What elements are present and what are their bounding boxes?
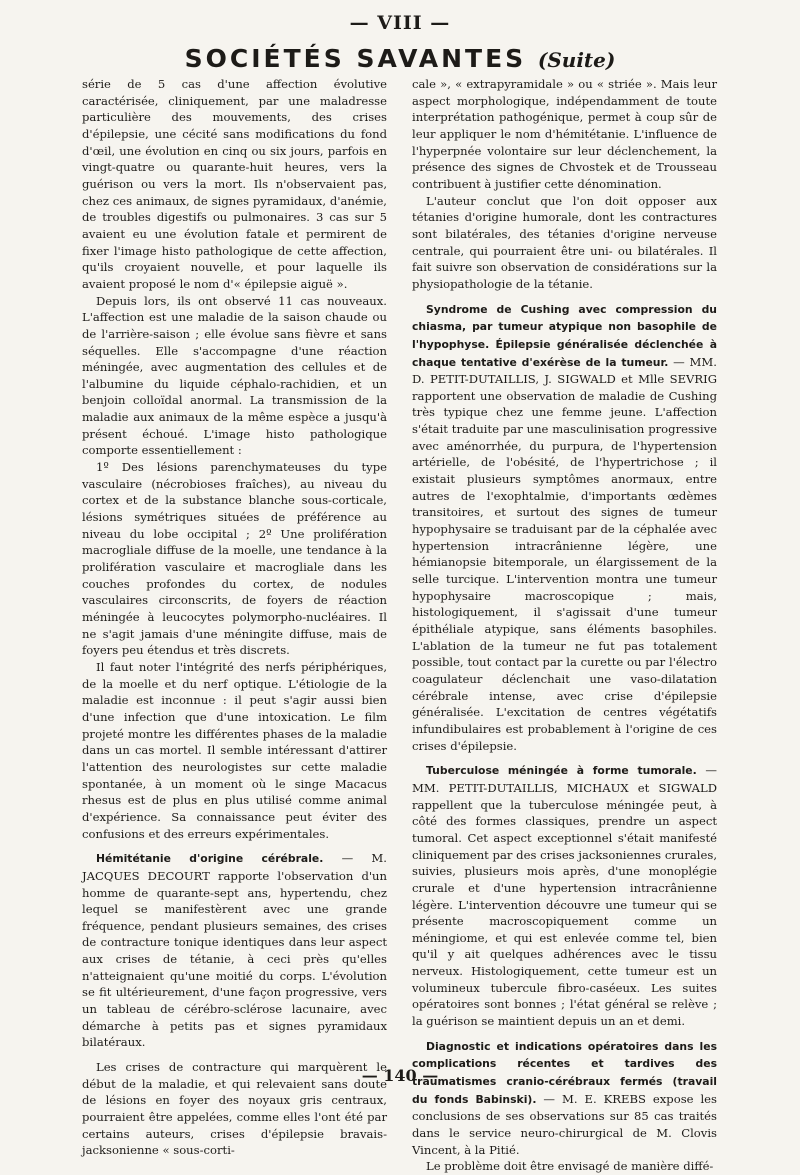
paragraph: Depuis lors, ils ont observé 11 cas nouveaux. L'affection est une maladie de la saison chaude ou de l'arrière-saison ; elle évolue sans fièvre et sans séquelles. Elle s'accompagne d'une réaction méningée, avec augmentation des cellules et de l'albumine du liquide céphalo-rachidien, et un benjoin colloïdal anormal. La transmission de la maladie aux animaux de la même espèce a jusqu'à présent échoué. L'image histo pathologique comporte essentiellement : [82, 293, 387, 458]
paragraph: série de 5 cas d'une affection évolutive caractérisée, cliniquement, par une maladresse particulière des mouvements, des crises d'épilepsie, une cécité sans modifications du fond d'œil, une évolution en cinq ou six jours, parfois en vingt-quatre ou quarante-huit heures, vers la guérison ou vers la mort. Ils n'observaient pas, chez ces animaux, de signes pyramidaux, d'anémie, de troubles digestifs ou pulmonaires. 3 cas sur 5 avaient eu une évolution fatale et permirent de fixer l'image histo pathologique de cette affection, qu'ils croyaient nouvelle, et pour laquelle ils avaient proposé le nom d'« épilepsie aiguë ». [82, 77, 387, 291]
roman-page-number: — VIII — [349, 12, 451, 34]
paragraph: Le problème doit être envisagé de manière diffé- [426, 1159, 714, 1174]
paragraph: Il faut noter l'intégrité des nerfs périphériques, de la moelle et du nerf optique. L'étiologie de la maladie est inconnue : il peut s'agir aussi bien d'une infection que d'une intoxication. Le film projeté montre les différentes phases de la maladie dans un cas mortel. Il semble intéressant d'attirer l'attention des neurologistes sur cette maladie spontanée, à un moment où le singe Macacus rhesus est de plus en plus utilisé comme animal d'expérience. Sa connaissance peut éviter des confusions et des erreurs expérimentales. [82, 659, 387, 841]
article-heading: Hémitétanie d'origine cérébrale. [96, 852, 324, 866]
article-heading: Syndrome de Cushing avec compression du chiasma, par tumeur atypique non basophile de l'hypophyse. Épilepsie généralisée déclenchée à chaque tentative d'exérèse de la tumeur. [412, 302, 717, 369]
paragraph: Les crises de contracture qui marquèrent le début de la maladie, et qui relevaient sans doute de lésions en foyer des noyaux gris centraux, pourraient être appelées, comme elles l'ont été par certains auteurs, crises d'épilepsie bravais-jacksonienne « sous-corti- [82, 1060, 387, 1158]
article-text: — M. E. KREBS expose les conclusions de ses observations sur 85 cas traités dans le service neuro-chirurgical de M. Clovis Vincent, à la Pitié. [412, 1091, 717, 1157]
right-column [412, 76, 717, 1175]
paragraph: cale », « extrapyramidale » ou « striée ». Mais leur aspect morphologique, indépendamment de toute interprétation pathogénique, permet à coup sûr de leur appliquer le nom d'hémitétanie. L'influence de l'hyperpnée volontaire sur leur déclenchement, la présence des signes de Chvostek et de Trousseau contribuent à justifier cette dénomination. [412, 77, 717, 191]
article-heading: Diagnostic et indications opératoires dans les complications récentes et tardives des traumatismes cranio-cérébraux fermés (travail du fonds Babinski). [412, 1039, 717, 1106]
left-column [82, 76, 387, 1159]
paragraph: L'auteur conclut que l'on doit opposer aux tétanies d'origine humorale, dont les contractures sont bilatérales, des tétanies d'origine nerveuse centrale, qui pourraient être uni- ou bilatérales. Il fait suivre son observation de considérations sur la physiopathologie de la tétanie. [412, 193, 717, 291]
article-text: — MM. PETIT-DUTAILLIS, MICHAUX et SIGWALD rappellent que la tuberculose méningée peut, à côté des formes classiques, prendre un aspect tumoral. Cet aspect exceptionnel s'était manifesté cliniquement par des crises jacksoniennes crurales, suivies, plusieurs mois après, d'une monoplégie crurale et d'une hypertension intracrânienne légère. L'intervention découvre une tumeur qui se présente macroscopiquement comme un méningiome, et qui est enlevée comme tel, bien qu'il y ait quelques adhérences avec le tissu nerveux. Histologiquement, cette tumeur est un volumineux tubercule fibro-caséeux. Les suites opératoires sont bonnes ; l'état général se relève ; la guérison se maintient depuis un an et demi. [412, 763, 717, 1029]
paragraph [82, 850, 387, 1051]
paragraph [412, 1038, 717, 1159]
article-text: — M. JACQUES DECOURT rapporte l'observation d'un homme de quarante-sept ans, hypertendu, chez lequel se manifestèrent avec une grande fréquence, pendant plusieurs semaines, des crises de contracture tonique identiques dans leur aspect aux crises de tétanie, à ceci près qu'elles n'atteignaient qu'une moitié du corps. L'évolution se fit ultérieurement, d'une façon progressive, vers un tableau de cérébro-sclérose lacunaire, avec démarche à petits pas et signes pyramidaux bilatéraux. [82, 851, 387, 1050]
article-text: — MM. D. PETIT-DUTAILLIS, J. SIGWALD et Mlle SEVRIG rapportent une observation de maladie de Cushing très typique chez une femme jeune. L'affection s'était traduite par une masculinisation progressive avec aménorrhée, du purpura, de l'hypertension artérielle, de l'obésité, de l'hypertrichose ; il existait plusieurs symptômes anormaux, entre autres de l'exophtalmie, d'importants œdèmes transitoires, et surtout des signes de tumeur hypophysaire se traduisant par de la céphalée avec hypertension intracrânienne légère, une hémianopsie bitemporale, un élargissement de la selle turcique. L'intervention montra une tumeur hypophysaire macroscopique ; mais, histologiquement, il s'agissait d'une tumeur épithéliale atypique, sans éléments basophiles. L'ablation de la tumeur ne fut pas totalement possible, tout contact par la curette ou par l'électro coagulateur déclenchait une vaso-dilatation cérébrale intense, avec crise d'épilepsie généralisée. L'excitation de centres végétatifs infundibulaires est probablement à l'origine de ces crises d'épilepsie. [412, 354, 717, 753]
section-banner [0, 44, 800, 73]
paragraph [412, 301, 717, 755]
paragraph: 1º Des lésions parenchymateuses du type vasculaire (nécrobioses fraîches), au niveau du cortex et de la substance blanche sous-corticale, lésions symétriques situées de préférence au niveau du lobe occipital ; 2º Une prolifération macrogliale diffuse de la moelle, une tendance à la prolifération vasculaire et macrogliale dans les couches profondes du cortex, de nodules vasculaires circonscrits, de foyers de réaction méningée à leucocytes polymorpho-nucléaires. Il ne s'agit jamais d'une méningite diffuse, mais de foyers peu étendus et très discrets. [82, 460, 387, 658]
page-number: — 140 — [361, 1066, 439, 1085]
section-title-suite: (Suite) [537, 48, 616, 72]
section-title: SOCIÉTÉS SAVANTES [184, 44, 527, 73]
article-heading: Tuberculose méningée à forme tumorale. [426, 764, 697, 778]
paragraph [412, 762, 717, 1030]
